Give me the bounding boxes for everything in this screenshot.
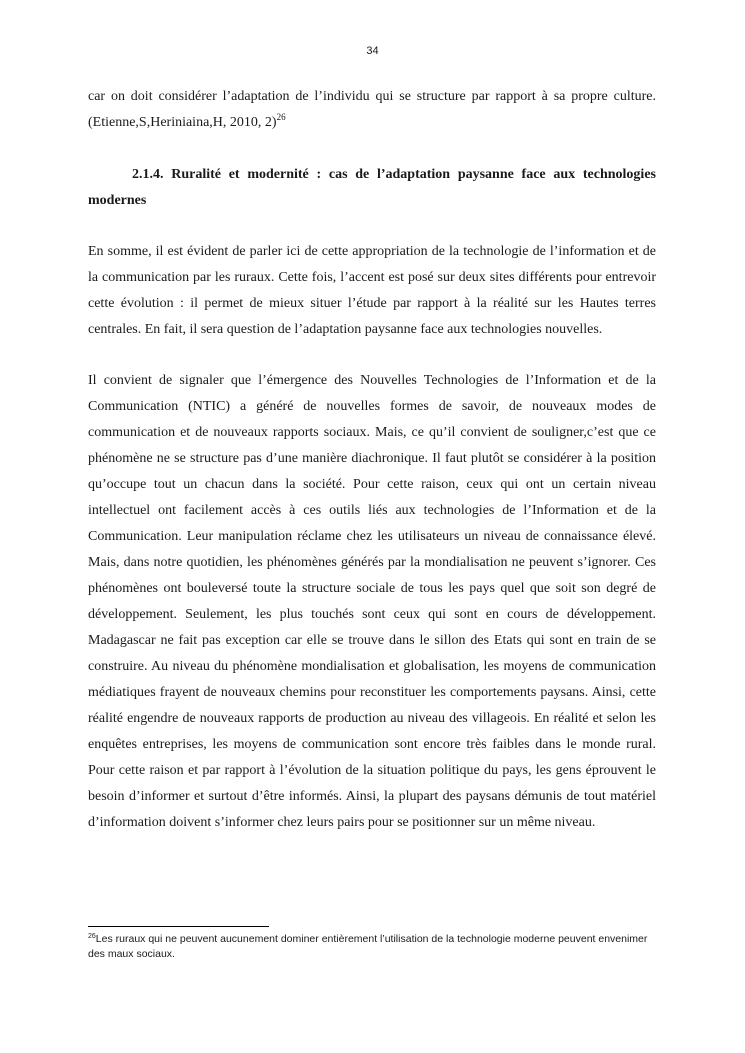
footnote-text: Les ruraux qui ne peuvent aucunement dominer entièrement l’utilisation de la technologie moderne peuvent envenimer des maux sociaux.: [88, 933, 648, 960]
page-number: 34: [366, 45, 379, 57]
body-paragraph: En somme, il est évident de parler ici de cette appropriation de la technologie de l’information et de la communication par les ruraux. Cette fois, l’accent est posé sur deux sites différents pour entrevoir cette évolution : il permet de mieux situer l’étude par rapport à la réalité sur les Hautes terres centrales. En fait, il sera question de l’adaptation paysanne face aux technologies nouvelles.: [88, 244, 656, 337]
footnote-divider: [88, 926, 269, 927]
footnote-number: 26: [88, 933, 96, 940]
intro-paragraph: [88, 84, 656, 136]
footnote: [88, 932, 658, 962]
footnote-reference: 26: [276, 112, 286, 122]
intro-text: car on doit considérer l’adaptation de l’individu qui se structure par rapport à sa propre culture. (Etienne,S,Heriniaina,H, 2010, 2): [88, 89, 656, 130]
body-paragraph: Il convient de signaler que l’émergence des Nouvelles Technologies de l’Information et de la Communication (NTIC) a généré de nouvelles formes de savoir, de nouveaux modes de communication et de nouveaux rapports sociaux. Mais, ce qu’il convient de souligner,c’est que ce phénomène ne se structure pas d’une manière diachronique. Il faut plutôt se considérer à la position qu’occupe tout un chacun dans la société. Pour cette raison, ceux qui ont un certain niveau intellectuel ont facilement accès à ces outils liés aux technologies de l’Information et de la Communication. Leur manipulation réclame chez les utilisateurs un niveau de connaissance élevé. Mais, dans notre quotidien, les phénomènes générés par la mondialisation ne peuvent s’ignorer. Ces phénomènes ont bouleversé toute la structure sociale de tous les pays quel que soit son degré de développement. Seulement, les plus touchés sont ceux qui sont en cours de développement. Madagascar ne fait pas exception car elle se trouve dans le sillon des Etats qui sont en train de se construire. Au niveau du phénomène mondialisation et globalisation, les moyens de communication médiatiques frayent de nouveaux chemins pour reconstituer les comportements paysans. Ainsi, cette réalité engendre de nouveaux rapports de production au niveau des villageois. En réalité et selon les enquêtes entreprises, les moyens de communication sont encore très faibles dans le monde rural. Pour cette raison et par rapport à l’évolution de la situation politique du pays, les gens éprouvent le besoin d’informer et surtout d’être informés. Ainsi, la plupart des paysans démunis de tout matériel d’information doivent s’informer chez leurs pairs pour se positionner sur un même niveau.: [88, 373, 656, 830]
section-heading: 2.1.4. Ruralité et modernité : cas de l’adaptation paysanne face aux technologies modernes: [88, 167, 656, 208]
